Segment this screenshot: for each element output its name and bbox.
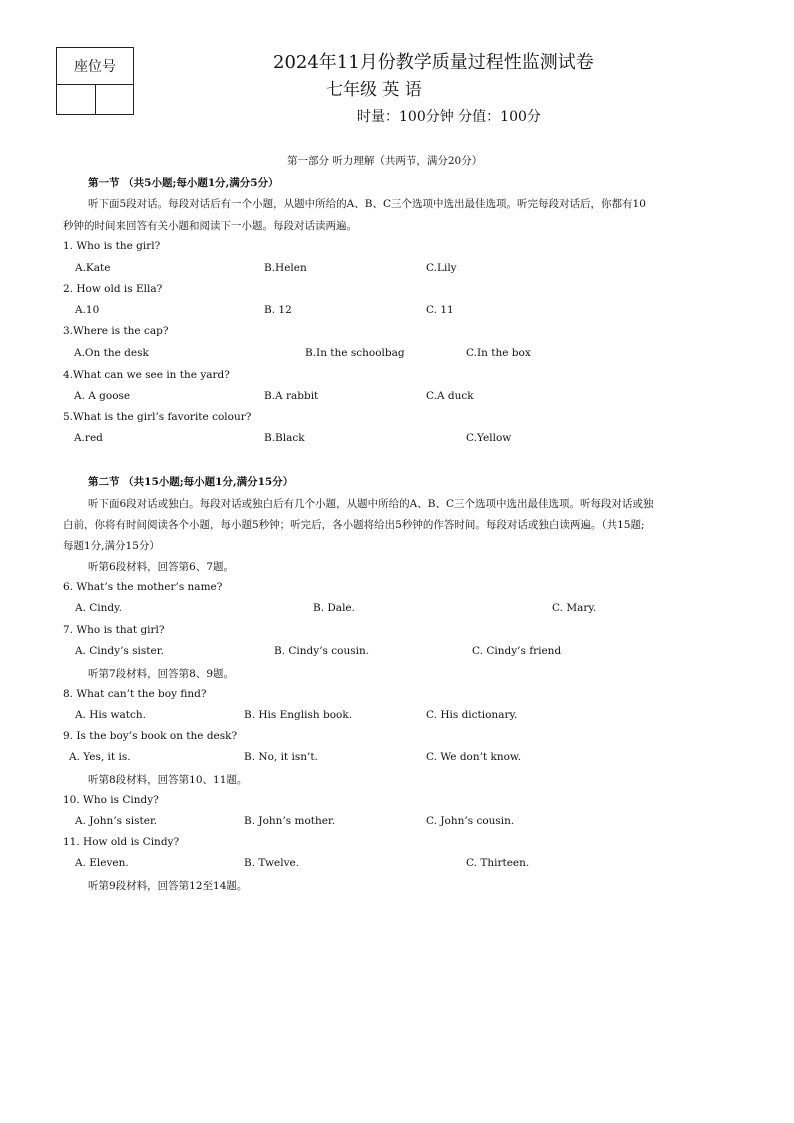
option-b: B. His English book. <box>244 709 353 721</box>
option-a: A. His watch. <box>75 709 146 721</box>
instruction-text: 秒钟的时间来回答有关小题和阅读下一小题。每段对话读两遍。 <box>63 220 357 232</box>
exam-title: 2024年11月份教学质量过程性监测试卷 <box>273 52 594 73</box>
seat-number-cell-2 <box>96 85 134 115</box>
option-b: B.Black <box>264 432 305 444</box>
option-c: C. 11 <box>426 304 454 316</box>
listening-note: 听第6段材料，回答第6、7题。 <box>88 561 235 573</box>
question-text: 5.What is the girl’s favorite colour? <box>63 411 252 423</box>
part-title: 第一部分 听力理解（共两节，满分20分） <box>287 155 483 167</box>
section-heading: 第二节 （共15小题;每小题1分,满分15分） <box>88 476 294 488</box>
option-a: A.On the desk <box>74 347 149 359</box>
exam-timing: 时量：100分钟 分值：100分 <box>357 109 541 125</box>
option-a: A. John’s sister. <box>75 815 158 827</box>
option-b: B.Helen <box>264 262 307 274</box>
option-c: C.A duck <box>426 390 474 402</box>
instruction-text: 每题1分,满分15分） <box>63 540 160 552</box>
option-c: C. Thirteen. <box>466 857 530 869</box>
option-b: B. 12 <box>264 304 292 316</box>
question-text: 1. Who is the girl? <box>63 240 161 252</box>
option-c: C. We don’t know. <box>426 751 522 763</box>
option-c: C.In the box <box>466 347 531 359</box>
option-c: C. Cindy’s friend <box>472 645 562 657</box>
section-heading: 第一节 （共5小题;每小题1分,满分5分） <box>88 177 279 189</box>
listening-note: 听第8段材料，回答第10、11题。 <box>88 774 248 786</box>
option-c: C.Yellow <box>466 432 512 444</box>
seat-number-cell-1 <box>57 85 96 115</box>
exam-subtitle: 七年级 英 语 <box>326 80 422 100</box>
question-text: 3.Where is the cap? <box>63 325 169 337</box>
option-b: B.In the schoolbag <box>305 347 405 359</box>
option-a: A. Eleven. <box>75 857 129 869</box>
instruction-text: 听下面6段对话或独白。每段对话或独白后有几个小题，从题中所给的A、B、C三个选项中选出最佳选项。听每段对话或独 <box>88 498 654 510</box>
question-text: 8. What can’t the boy find? <box>63 688 207 700</box>
option-b: B. Twelve. <box>244 857 300 869</box>
question-text: 11. How old is Cindy? <box>63 836 180 848</box>
option-a: A. Yes, it is. <box>69 751 131 763</box>
option-a: A. Cindy. <box>75 602 123 614</box>
question-text: 9. Is the boy’s book on the desk? <box>63 730 238 742</box>
option-b: B. Cindy’s cousin. <box>274 645 370 657</box>
instruction-text: 听下面5段对话。每段对话后有一个小题，从题中所给的A、B、C三个选项中选出最佳选项。听完每段对话后，你都有10 <box>88 198 646 210</box>
option-c: C. His dictionary. <box>426 709 518 721</box>
question-text: 6. What’s the mother’s name? <box>63 581 223 593</box>
option-c: C.Lily <box>426 262 457 274</box>
listening-note: 听第7段材料，回答第8、9题。 <box>88 668 235 680</box>
seat-number-label: 座位号 <box>57 48 133 85</box>
option-b: B. John’s mother. <box>244 815 336 827</box>
option-c: C. John’s cousin. <box>426 815 515 827</box>
option-a: A. A goose <box>74 390 131 402</box>
option-b: B. No, it isn’t. <box>244 751 318 763</box>
option-b: B.A rabbit <box>264 390 319 402</box>
option-a: A.red <box>74 432 103 444</box>
question-text: 10. Who is Cindy? <box>63 794 159 806</box>
question-text: 4.What can we see in the yard? <box>63 369 230 381</box>
option-a: A.Kate <box>75 262 111 274</box>
question-text: 7. Who is that girl? <box>63 624 165 636</box>
option-b: B. Dale. <box>313 602 355 614</box>
question-text: 2. How old is Ella? <box>63 283 163 295</box>
option-a: A. Cindy’s sister. <box>75 645 164 657</box>
option-a: A.10 <box>75 304 100 316</box>
option-c: C. Mary. <box>552 602 597 614</box>
instruction-text: 白前，你将有时间阅读各个小题，每小题5秒钟；听完后，各小题将给出5秒钟的作答时间。每段对话或独白读两遍。（共15题; <box>63 519 645 531</box>
listening-note: 听第9段材料，回答第12至14题。 <box>88 880 248 892</box>
seat-number-box <box>56 47 134 115</box>
